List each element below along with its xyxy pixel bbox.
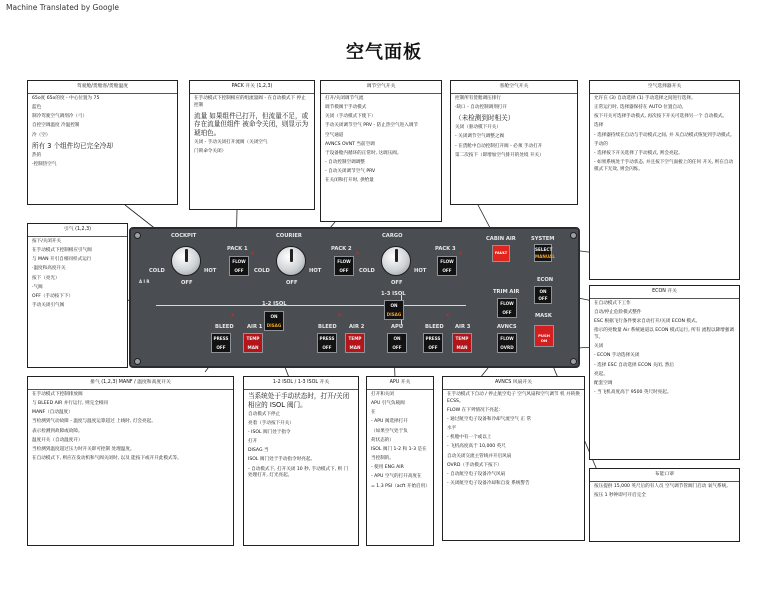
box-exhaust-l2: 与 BLEED AIR 并行运行, 则完全相同 xyxy=(32,401,108,407)
pack1-off: OFF xyxy=(234,268,244,273)
box-selector-l6: 选择 xyxy=(594,123,604,129)
box-econ-l7: 关闭 xyxy=(594,344,604,350)
box-econ-l10: 亮起。 xyxy=(594,371,608,377)
box-trim-l0: 打开/关闭调节气流 xyxy=(325,95,364,101)
air2-press: PRESS xyxy=(319,336,335,341)
avncs-flow: FLOW xyxy=(500,336,514,341)
isol12-label: 1-2 ISOL xyxy=(262,301,287,307)
pack3-off: OFF xyxy=(442,268,452,273)
page-title: 空气面板 xyxy=(346,42,422,63)
box-selector-l2: 正常运行时, 选择器保持在 AUTO 位置自动。 xyxy=(594,105,687,111)
system-label: SYSTEM xyxy=(531,236,555,242)
box-isol-switch xyxy=(243,376,359,546)
isol13-disag: DISAG xyxy=(386,312,402,317)
box-selector-l0: 允许在 (3) 自动选择 (1) 手动选择之间进行选择。 xyxy=(594,95,696,101)
box-econ-l5: 指示的亮数量 Air 系统通道以 ECON 模式运行, 所有 流程以降增强调节。 xyxy=(594,328,734,341)
box-econ-l13: - 当飞机高度高于 9500 英尺时亮起。 xyxy=(594,390,672,396)
pack2-button[interactable] xyxy=(334,256,354,276)
pack3-button[interactable] xyxy=(437,256,457,276)
apu-label: APU xyxy=(391,324,404,330)
box-isol-l4: 亮着（手动按下开关） xyxy=(248,420,294,426)
box-selector-head: 空气选择器开关 xyxy=(590,83,739,94)
box-exhaust-switch xyxy=(27,376,234,546)
box-apu-switch xyxy=(366,376,434,546)
box-cabin-head: 客舱空气开关 xyxy=(451,83,577,94)
box-selector-l9: 手动的 xyxy=(594,141,608,147)
courier-label: COURIER xyxy=(276,233,302,239)
box-isol-l6: 打开 xyxy=(248,439,258,445)
air2-man: MAN xyxy=(349,345,361,350)
box-mask-switch xyxy=(589,468,740,542)
pack1-button[interactable] xyxy=(229,256,249,276)
cabin-air-label: CABIN AIR xyxy=(486,236,516,242)
box-trim-l4: 手动关闭调节空气 PRV - 防止热空气进入调节 xyxy=(325,123,418,129)
box-bleed-l8: 按下（亮光） xyxy=(32,275,60,281)
box-isol-big: 当系统处于手动状态时，打开/关闭相应的 ISOL 阀门。 xyxy=(248,391,350,409)
air3-man: MAN xyxy=(456,345,468,350)
box-econ-l0: 在自动模式下工作 xyxy=(594,300,631,306)
pack1-label: PACK 1 xyxy=(227,246,248,252)
box-avncs-l8: 自动关闭交流主管线并开启风扇 xyxy=(447,453,512,459)
box-pack-l3: 门锁命令关闭） xyxy=(194,149,227,155)
box-trim-l5: 空气通道 xyxy=(325,132,344,138)
box-pack-l1: 流量 如果组件已打开，但流量不足，或存在流量但组件 被命令关闭，则显示为琥珀色。 xyxy=(194,111,309,137)
star-marker: * xyxy=(356,251,360,258)
box-temperature xyxy=(27,80,178,205)
box-apu-l11: - APU 空气的打开高度在 xyxy=(371,474,422,480)
off-label: OFF xyxy=(181,280,193,286)
cold-label: COLD xyxy=(254,268,270,274)
cargo-temp-knob[interactable] xyxy=(381,246,411,276)
air3-label: AIR 3 xyxy=(455,324,471,330)
box-cabin-l7: - 在货舱中自动控制打开阀 - 必须 手动打开 xyxy=(455,143,543,149)
box-avncs-switch xyxy=(442,376,585,541)
mask-button[interactable] xyxy=(534,325,554,347)
box-trim-l10: - 自动控制空调调整 xyxy=(325,160,365,166)
air2-temp: TEMP xyxy=(348,336,362,341)
cold-label: COLD xyxy=(359,268,375,274)
air1-press: PRESS xyxy=(213,336,229,341)
star-marker: * xyxy=(251,251,255,258)
courier-temp-knob[interactable] xyxy=(276,246,306,276)
box-cabin-l6: - 关闭调节空气调整之阀 xyxy=(455,134,505,140)
box-apu-l6: 荷状态的） xyxy=(371,437,394,443)
screw xyxy=(134,232,141,239)
box-exhaust-l12: 在自动模式下, 则应在发动机和气阀关闭时, 以及 能按下或开开此模式等。 xyxy=(32,456,182,462)
trim-air-label: TRIM AIR xyxy=(493,289,520,295)
pack2-label: PACK 2 xyxy=(331,246,352,252)
box-trim-l3: 关闭（手动模式下使下） xyxy=(325,114,376,120)
air-side-label: A I R xyxy=(139,279,150,284)
box-selector-l12: - 如果系统处于手动状态, 并且按下空气面板上的任何 开关, 则在自动模式下无效, 则会闪烁。 xyxy=(594,160,734,172)
cargo-label: CARGO xyxy=(382,233,403,239)
econ-off: OFF xyxy=(538,296,548,301)
star-marker: * xyxy=(338,313,342,320)
box-apu-l8: 当控制的。 xyxy=(371,456,394,462)
duct-line xyxy=(156,305,466,306)
air2-temp-button[interactable] xyxy=(345,333,365,353)
box-bleed-l12: 手动关闭引气阀 xyxy=(32,303,65,309)
isol12-disag: DISAG xyxy=(266,323,282,328)
screw xyxy=(570,232,577,239)
box-selector-l4: 按下开关可选择手动模式, 再次按下开关可选择另一个 自动模式。 xyxy=(594,114,728,120)
box-avncs-l4: 水平 xyxy=(447,426,457,432)
pack3-label: PACK 3 xyxy=(435,246,456,252)
bleed-label-2: BLEED xyxy=(318,324,337,330)
box-temperature-l0: 65o度 65o的度 - 中心位置为 75 xyxy=(32,95,100,101)
box-econ-l9: - 选择 ESC 自动选择 ECON 关闭, 然后 xyxy=(594,362,675,368)
box-trim-l12: 在关闭和打开时, 供给量 xyxy=(325,178,374,184)
screw xyxy=(134,358,141,365)
hot-label: HOT xyxy=(204,268,217,274)
box-bleed-l2: 在手动模式下控制相应引气阀 xyxy=(32,248,92,254)
box-exhaust-l0: 在手动模式下控制排放阀 xyxy=(32,391,83,397)
box-bleed-l6: ·温度和高度开关 xyxy=(32,266,66,272)
box-pack-switch xyxy=(189,80,315,210)
mask-push-on: PUSH ON xyxy=(538,333,550,343)
box-trim-head: 调节空气开关 xyxy=(321,83,441,94)
econ-on: ON xyxy=(539,289,547,294)
apu-on: ON xyxy=(393,336,401,341)
apu-button[interactable] xyxy=(387,333,407,353)
apu-off: OFF xyxy=(392,345,402,350)
box-pack-head: PACK 开关 (1,2,3) xyxy=(190,83,314,94)
box-econ-head: ECON 开关 xyxy=(590,288,739,299)
box-temperature-l3: 制冷驾驶空气调剂冷（弓） xyxy=(32,114,88,120)
box-trim-l7: AVNCS OVNT 当前空调 xyxy=(325,141,375,147)
box-trim-l1: 调节模阀于手动模式 xyxy=(325,105,367,111)
air2-off: OFF xyxy=(322,345,332,350)
air3-press-button[interactable] xyxy=(423,333,443,353)
air1-press-button[interactable] xyxy=(211,333,231,353)
box-cabin-air-switch xyxy=(450,80,578,205)
econ-button[interactable] xyxy=(534,286,552,304)
box-apu-head: APU 开关 xyxy=(367,379,433,390)
box-apu-l0: 打开和关闭 xyxy=(371,391,394,397)
screw xyxy=(570,358,577,365)
air1-label: AIR 1 xyxy=(247,324,263,330)
box-trim-l11: - 自动关闭调节空气 PRV xyxy=(325,169,376,175)
air3-temp: TEMP xyxy=(455,336,469,341)
isol12-on: ON xyxy=(270,314,278,319)
box-mask-l0: 按压提供 15,000 英尺后的有人员 空气调节管阀门启动 氧气系统。 xyxy=(594,483,731,489)
air-panel xyxy=(129,227,580,368)
box-exhaust-head: 排气 (1,2,3) MANF / 温度和高度开关 xyxy=(28,379,233,390)
air1-man: MAN xyxy=(247,345,259,350)
box-air-selector-switch xyxy=(589,80,740,280)
box-apu-l1: APU 引气负载阀 xyxy=(371,401,405,407)
box-temperature-big: 所有 3 个组件均已完全冷却 xyxy=(32,141,113,150)
box-exhaust-l7: 表示检测到故障或故障。 xyxy=(32,428,83,434)
box-isol-l2: 自动模式下停止 xyxy=(248,411,281,417)
box-avncs-l10: OVRD（手动模式下按下） xyxy=(447,462,502,468)
pack2-off: OFF xyxy=(339,268,349,273)
cockpit-label: COCKPIT xyxy=(171,233,197,239)
box-exhaust-l9: 温度开关（自动温度开） xyxy=(32,437,83,443)
trim-air-button[interactable] xyxy=(497,298,517,318)
box-econ-l8: - ECON 手动选择关闭 xyxy=(594,353,640,359)
box-isol-head: 1-2 ISOL / 1-3 ISOL 开关 xyxy=(244,379,358,390)
off-label: OFF xyxy=(286,280,298,286)
air3-off: OFF xyxy=(428,345,438,350)
box-econ-l3: ESC 根据飞行条件要求自动打开/关闭 ECON 模式。 xyxy=(594,319,701,325)
box-apu-l3: 在 xyxy=(371,410,376,416)
box-isol-l11: - 自动模式下, 打开关闭 10 秒, 手动模式下, 则 门 处理打开, 灯光亮起。 xyxy=(248,466,349,479)
star-marker: * xyxy=(446,313,450,320)
mask-label: MASK xyxy=(535,313,552,319)
bleed-label-3: BLEED xyxy=(425,324,444,330)
box-trim-air-switch xyxy=(320,80,442,222)
box-apu-l12: = 1.3 PSI（acft 开始启用） xyxy=(371,483,430,489)
hot-label: HOT xyxy=(309,268,322,274)
box-mask-head: 布能口罩 xyxy=(590,471,739,482)
system-select-button[interactable] xyxy=(534,244,556,262)
box-temperature-l5: 冷（空） xyxy=(32,132,51,138)
box-temperature-l4: 自控空调温度 冷温控制 xyxy=(32,123,80,129)
box-exhaust-l4: MANF（自动温度） xyxy=(32,410,73,416)
box-temperature-l1: 蓝色 xyxy=(32,105,42,111)
pack2-flow: FLOW xyxy=(337,259,351,264)
air1-temp-button[interactable] xyxy=(243,333,263,353)
system-select: SELECT xyxy=(535,247,553,252)
box-bleed-l11: OFF（手动按下下） xyxy=(32,293,74,299)
box-apu-l7: ISOL 阀门 1-2 和 1-3 是在 xyxy=(371,446,427,452)
box-selector-l7: - 选择器持续在自动与手动模式之间, 并 从自动模式恢复到手动模式。 xyxy=(594,132,735,138)
star-marker: * xyxy=(231,313,235,320)
trim-air-off: OFF xyxy=(502,310,512,315)
air2-press-button[interactable] xyxy=(317,333,337,353)
avncs-ovrd: OVRD xyxy=(500,345,514,350)
air1-temp: TEMP xyxy=(246,336,260,341)
box-temperature-head: 驾驶舱/货舱客/货舱温度 xyxy=(28,83,177,94)
box-avncs-l0: 在手动模式下自动 / 停止航空电子 空气风扇和空气调节 机 并转换 ECSS。 xyxy=(447,391,580,404)
air2-label: AIR 2 xyxy=(349,324,365,330)
box-trim-l8: 于设备舱内循环的正常时, 这调压阀。 xyxy=(325,150,402,156)
econ-label: ECON xyxy=(537,277,554,283)
star-marker: * xyxy=(459,251,463,258)
box-isol-l8: DISAG 当 xyxy=(248,448,269,454)
box-selector-l10: - 选择按下开关选择了手动模式, 则会亮起。 xyxy=(594,150,683,156)
box-apu-l5: （如果空气处于负 xyxy=(371,428,408,434)
isol13-label: 1-3 ISOL xyxy=(381,291,406,297)
box-pack-l0: 在手动模式下控制相应的组流量阀 - 在自动模式下 停止控制 xyxy=(194,95,306,108)
box-apu-l4: - APU 阀选择打开 xyxy=(371,419,408,425)
box-exhaust-l5: 当检测到气动故障 - 温度与温度运算超过 上线时, 灯会亮起。 xyxy=(32,419,156,425)
box-avncs-l12: - 关闭航空电子设备冷却和自发 系统警告 xyxy=(447,481,530,487)
pack3-flow: FLOW xyxy=(440,259,454,264)
box-isol-l5: - ISOL 阀门处于指令 xyxy=(248,429,291,435)
box-avncs-l5: - 机舱中有一个或以上 xyxy=(447,435,492,441)
box-bleed-l0: 按下/关闭开关 xyxy=(32,238,62,244)
box-avncs-l11: - 自动航空电子设备冷气风扇 xyxy=(447,471,506,477)
isol13-button[interactable] xyxy=(384,300,404,320)
system-manual: MANUAL xyxy=(535,254,556,259)
watermark: Machine Translated by Google xyxy=(6,3,120,12)
isol13-on: ON xyxy=(390,303,398,308)
cockpit-temp-knob[interactable] xyxy=(171,246,201,276)
box-avncs-l3: - 通过航空电子设备和冷却气流空气 正 常 xyxy=(447,416,532,422)
box-cabin-l3: （未检测到时相关） xyxy=(455,114,515,123)
box-bleed-l9: ·气阀 xyxy=(32,284,43,290)
box-econ-l2: 自动/停止危险模式整件 xyxy=(594,310,642,316)
box-temperature-l8: ·控制热空气 xyxy=(32,161,57,167)
trim-air-flow: FLOW xyxy=(500,301,514,306)
air1-off: OFF xyxy=(216,345,226,350)
box-cabin-l8: 第二次按下（即增加空气排开的处境 开关） xyxy=(455,152,544,158)
box-temperature-l7: 热的 xyxy=(32,152,42,158)
box-cabin-l5: 关闭（驱动模下开关） xyxy=(455,125,501,131)
box-pack-l2: 关闭 - 手动关闭打开流阀（关闭空气 xyxy=(194,139,268,145)
off-label: OFF xyxy=(391,280,403,286)
box-apu-l10: - 使用 ENG AIR xyxy=(371,465,404,471)
bleed-label-1: BLEED xyxy=(215,324,234,330)
box-bleed-head: 引气 (1,2,3) xyxy=(28,226,127,237)
isol12-button[interactable] xyxy=(264,311,284,331)
box-avncs-head: AVNCS 风扇开关 xyxy=(443,379,584,390)
avncs-label: AVNCS xyxy=(497,324,517,330)
cabin-air-button[interactable] xyxy=(492,245,510,262)
box-econ-switch xyxy=(589,285,740,460)
box-cabin-l2: ·缺口 - 自动控制调剂打开 xyxy=(455,105,507,111)
box-avncs-l2: FLOW 在下列情况下亮起： xyxy=(447,407,504,413)
cabin-air-fault: FAULT xyxy=(494,250,508,255)
air3-temp-button[interactable] xyxy=(452,333,472,353)
air3-press: PRESS xyxy=(425,336,441,341)
avncs-button[interactable] xyxy=(497,333,517,353)
cold-label: COLD xyxy=(149,268,165,274)
pack1-flow: FLOW xyxy=(232,259,246,264)
box-exhaust-l10: 当检测到温度超过压力时开关即可控制 处理温度。 xyxy=(32,446,135,452)
box-bleed-l4: 与 MAN 开引自相同样式运行 xyxy=(32,257,92,263)
box-avncs-l7: - 飞机高度高于 10,000 英尺 xyxy=(447,444,506,450)
box-isol-l9: ISOL 阀门处于手动指令时亮起。 xyxy=(248,457,316,463)
hot-label: HOT xyxy=(414,268,427,274)
box-bleed-air-switch xyxy=(27,223,128,368)
box-mask-l2: 按压 1 秒钟即可开启完全 xyxy=(594,493,646,499)
box-cabin-l0: 控制所有货舱调压排行 xyxy=(455,95,501,101)
box-econ-l12: 配套空调 xyxy=(594,380,613,386)
